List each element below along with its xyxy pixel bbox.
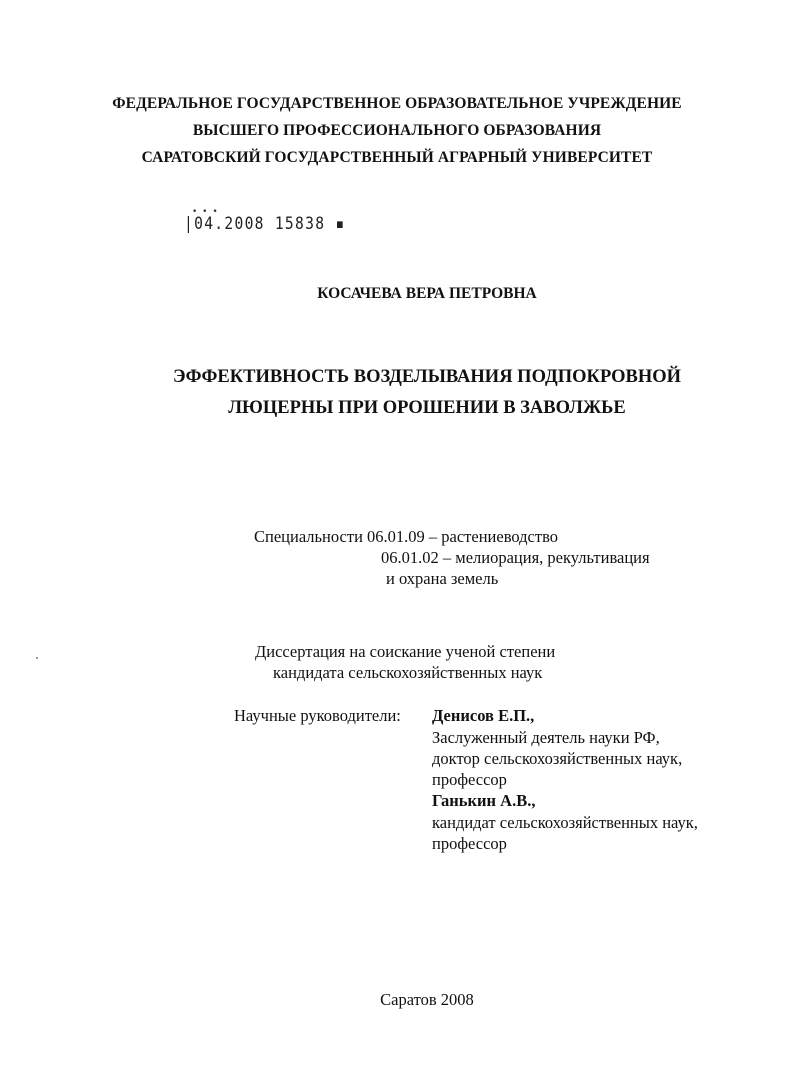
dissertation-line-1: Диссертация на соискание ученой степени	[255, 642, 556, 661]
supervisors-label: Научные руководители:	[234, 706, 401, 725]
supervisor-2-degree: кандидат сельскохозяйственных наук,	[432, 813, 698, 832]
header-line-3: САРАТОВСКИЙ ГОСУДАРСТВЕННЫЙ АГРАРНЫЙ УНИВЕРСИТЕТ	[141, 149, 653, 166]
library-stamp-number	[184, 214, 346, 234]
specialty-line-1: Специальности 06.01.09 – растениеводство	[254, 527, 559, 546]
stamp-dots: • • •	[192, 207, 219, 217]
scan-speck	[36, 657, 38, 659]
supervisor-2-rank: профессор	[432, 834, 507, 853]
stamp-number: 04.2008 15838	[194, 214, 326, 234]
supervisor-1-name: Денисов Е.П.,	[432, 706, 535, 725]
title-line-2: ЛЮЦЕРНЫ ПРИ ОРОШЕНИИ В ЗАВОЛЖЬЕ	[228, 398, 626, 418]
supervisor-1-degree: доктор сельскохозяйственных наук,	[432, 749, 683, 768]
specialty-line-3: и охрана земель	[386, 569, 499, 588]
stamp-end-mark: ▪	[325, 214, 346, 234]
specialty-line-2: 06.01.02 – мелиорация, рекультивация	[381, 548, 650, 567]
title-line-1: ЭФФЕКТИВНОСТЬ ВОЗДЕЛЫВАНИЯ ПОДПОКРОВНОЙ	[172, 367, 682, 387]
supervisor-1-title: Заслуженный деятель науки РФ,	[432, 728, 660, 747]
header-line-2: ВЫСШЕГО ПРОФЕССИОНАЛЬНОГО ОБРАЗОВАНИЯ	[192, 122, 602, 139]
header-line-1: ФЕДЕРАЛЬНОЕ ГОСУДАРСТВЕННОЕ ОБРАЗОВАТЕЛЬНОЕ УЧРЕЖДЕНИЕ	[112, 95, 682, 112]
author-name: КОСАЧЕВА ВЕРА ПЕТРОВНА	[317, 285, 537, 302]
dissertation-line-2: кандидата сельскохозяйственных наук	[273, 663, 543, 682]
footer-city-year: Саратов 2008	[380, 990, 474, 1009]
supervisor-2-name: Ганькин А.В.,	[432, 791, 536, 810]
supervisor-1-rank: профессор	[432, 770, 507, 789]
stamp-open-mark: |	[184, 214, 195, 234]
